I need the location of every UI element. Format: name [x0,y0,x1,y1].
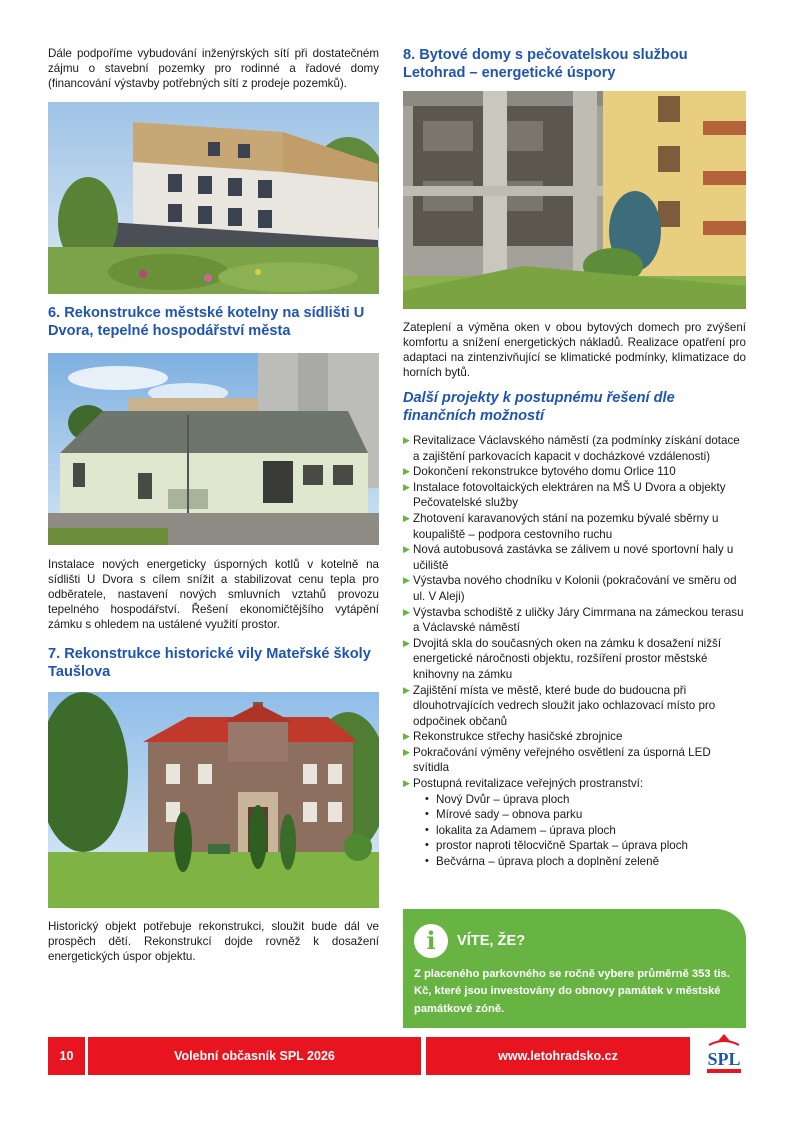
intro-paragraph: Dále podpoříme vybudování inženýrských sítí při dostatečném zájmu o stavební pozemky pro rodinné a řadové domy (financování výstavby potřebných sítí z prodeje pozemků). [48,47,379,90]
sub-list-item: • prostor naproti tělocvičně Spartak – úprava ploch [425,839,688,853]
arrow-bullet-icon: ▶ [403,606,410,617]
public-spaces-sublist [423,792,746,870]
section8-heading: 8. Bytové domy s pečovatelskou službou Letohrad – energetické úspory [403,47,688,81]
list-item: ▶ Instalace fotovoltaických elektráren na MŠ U Dvora a objekty Pečovatelské služby [403,480,726,510]
projects-heading: Další projekty k postupnému řešení dle finančních možností [403,390,675,424]
arrow-bullet-icon: ▶ [403,778,410,789]
section7-text: Historický objekt potřebuje rekonstrukci, sloužit bude dál ve prospěch dětí. Rekonstrukcí dojde rovněž k dosažení energetických úspor objektu. [48,920,379,963]
list-item: ▶ Dokončení rekonstrukce bytového domu Orlice 110 [403,465,676,479]
did-you-know-title: VÍTE, ŽE? [457,933,526,949]
arrow-bullet-icon: ▶ [403,466,410,477]
section6-text: Instalace nových energeticky úsporných kotlů v kotelně na sídlišti U Dvora s cílem snížit a stabilizovat cenu tepla pro odběratele, nastavení nových smluvních vztahů provozu tepelného hospodářství. Řešení ekonomičtějšího vytápění zámku s ohledem na ustálené využití prostor. [48,558,379,631]
info-icon: i [414,924,448,958]
arrow-bullet-icon: ▶ [403,544,410,555]
list-item: ▶ Výstavba schodiště z uličky Járy Cimrmana na zámeckou terasu a Václavské náměstí [403,605,744,635]
dot-bullet-icon: • [425,808,429,821]
page-number: 10 [48,1037,85,1075]
list-item: ▶ Nová autobusová zastávka se zálivem u nové sportovní haly u učiliště [403,543,734,572]
arrow-bullet-icon: ▶ [403,731,410,742]
did-you-know-text: Z placeného parkovného se ročně vybere průměrně 353 tis. Kč, které jsou investovány do obnovy památek v městské památkové zóně. [414,968,730,1015]
dot-bullet-icon: • [425,855,429,868]
arrow-bullet-icon: ▶ [403,435,410,445]
dot-bullet-icon: • [425,839,429,852]
arrow-bullet-icon: ▶ [403,481,410,492]
dot-bullet-icon: • [425,792,429,805]
section6-heading: 6. Rekonstrukce městské kotelny na sídlišti U Dvora, tepelné hospodářství města [48,305,365,339]
left-column [48,46,379,964]
list-item: ▶ Výstavba nového chodníku v Kolonii (pokračování ve směru od ul. V Aleji) [403,574,737,603]
list-item: ▶ Dvojitá skla do současných oken na zámku k dosažení nižší energetické náročnosti objektu, rozšíření prostor městské knihovny na zámku [403,636,722,681]
sub-list-item: • Mírové sady – obnova parku [425,808,583,822]
boiler-house-photo [48,353,379,545]
list-item: ▶ Zhotovení karavanových stání na pozemku bývalé sběrny u koupaliště – podpora cestovního ruchu [403,511,719,541]
list-item: ▶ Pokračování výměny veřejného osvětlení za úsporná LED svítidla [403,745,711,775]
list-item: ▶ Postupná revitalizace veřejných prostranství: • Nový Dvůr – úprava ploch • Mírové sady – obnova parku • lokalita za Adamem – úprava ploch • prostor naproti tělocvičně Spartak – úprava ploch • Bečvárna – úprava ploch a doplnění zeleně [403,776,746,870]
spl-logo [699,1031,749,1081]
website-link[interactable]: www.letohradsko.cz [426,1037,690,1075]
arrow-bullet-icon: ▶ [403,684,410,695]
arrow-bullet-icon: ▶ [403,637,410,648]
did-you-know-box [403,909,746,1028]
villa-kindergarten-photo [48,692,379,908]
section7-heading: 7. Rekonstrukce historické vily Mateřské školy Taušlova [48,646,371,680]
arrow-bullet-icon: ▶ [403,746,410,757]
list-item: ▶ Zajištění místa ve městě, které bude do budoucna při dlouhotrvajících vedrech sloužit jako ochlazovací místo pro odpočinek občanů [403,683,716,728]
publication-title: Volební občasník SPL 2026 [88,1037,421,1075]
dot-bullet-icon: • [425,823,429,836]
projects-list [403,433,746,870]
sub-list-item: • Bečvárna – úprava ploch a doplnění zeleně [425,855,660,869]
care-apartment-buildings-photo [403,91,746,309]
list-item: ▶ Revitalizace Václavského náměstí (za podmínky získání dotace a zajištění parkovacích kapacit v docházkové vzdálenosti) [403,434,740,463]
arrow-bullet-icon: ▶ [403,575,410,586]
sub-list-item: • Nový Dvůr – úprava ploch [425,792,570,806]
list-item: ▶ Rekonstrukce střechy hasičské zbrojnice [403,730,623,744]
section8-text: Zateplení a výměna oken v obou bytových domech pro zvýšení komfortu a snížení energetických nákladů. Realizace opatření pro adaptaci na zintenzivňující se klimatické podmínky, klimatizace do horních bytů. [403,321,746,379]
residential-buildings-photo [48,102,379,294]
sub-list-item: • lokalita za Adamem – úprava ploch [425,823,616,837]
right-column [403,46,746,870]
logo-text: SPL [707,1049,741,1069]
arrow-bullet-icon: ▶ [403,512,410,523]
